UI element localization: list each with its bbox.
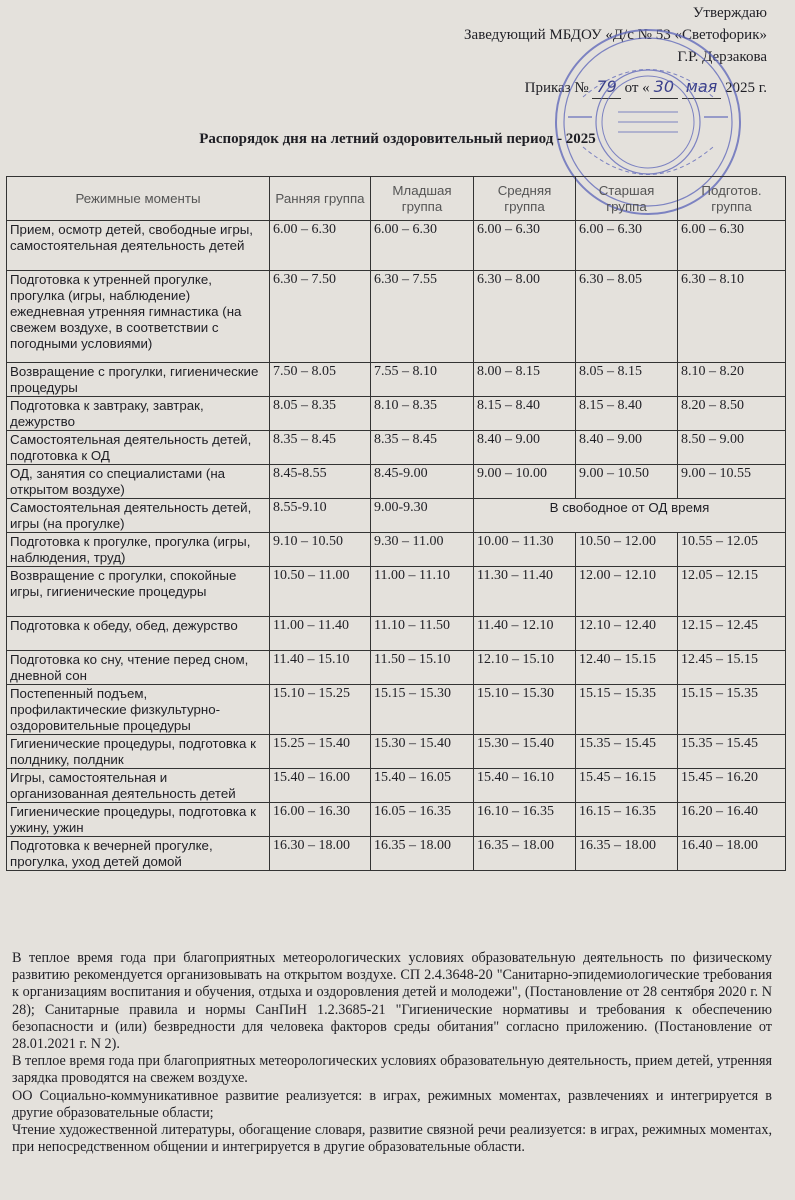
time-cell: 6.30 – 8.10 [678, 271, 786, 363]
time-cell: 9.00 – 10.55 [678, 465, 786, 499]
order-month: мая [682, 76, 722, 99]
time-cell: 8.10 – 8.35 [371, 397, 474, 431]
time-cell: 16.00 – 16.30 [270, 803, 371, 837]
time-cell: 16.35 – 18.00 [371, 837, 474, 871]
time-cell: 15.35 – 15.45 [678, 735, 786, 769]
table-row [7, 651, 786, 685]
time-cell: 15.30 – 15.40 [371, 735, 474, 769]
time-cell: 9.30 – 11.00 [371, 533, 474, 567]
time-cell: 15.10 – 15.30 [474, 685, 576, 735]
time-cell: 16.35 – 18.00 [576, 837, 678, 871]
time-cell: 16.30 – 18.00 [270, 837, 371, 871]
time-cell: 11.30 – 11.40 [474, 567, 576, 617]
activity-cell: Прием, осмотр детей, свободные игры, самостоятельная деятельность детей [7, 221, 270, 271]
note-paragraph: ОО Социально-коммуникативное развитие реализуется: в играх, режимных моментах, развлечениях и интегрируется в другие образовательные области; [12, 1087, 772, 1121]
table-row [7, 363, 786, 397]
time-cell: 8.40 – 9.00 [474, 431, 576, 465]
time-cell: 12.10 – 12.40 [576, 617, 678, 651]
approval-order-line [464, 76, 767, 99]
note-paragraph: В теплое время года при благоприятных метеорологических условиях образовательную деятельность, прием детей, утренняя зарядка проводятся на свежем воздухе. [12, 1053, 772, 1087]
activity-cell: Самостоятельная деятельность детей, игры (на прогулке) [7, 499, 270, 533]
time-cell: 11.10 – 11.50 [371, 617, 474, 651]
time-cell: 15.10 – 15.25 [270, 685, 371, 735]
time-cell: 8.45-9.00 [371, 465, 474, 499]
time-cell: 12.15 – 12.45 [678, 617, 786, 651]
time-cell: 15.35 – 15.45 [576, 735, 678, 769]
time-cell: 16.05 – 16.35 [371, 803, 474, 837]
time-cell: 8.15 – 8.40 [576, 397, 678, 431]
time-cell: 6.00 – 6.30 [576, 221, 678, 271]
time-cell: 7.55 – 8.10 [371, 363, 474, 397]
approval-position: Заведующий МБДОУ «Д/с № 53 «Светофорик» [464, 27, 767, 43]
time-cell: 8.35 – 8.45 [371, 431, 474, 465]
time-cell: 12.40 – 15.15 [576, 651, 678, 685]
header-early-group: Ранняя группа [270, 177, 371, 221]
time-cell: 15.15 – 15.30 [371, 685, 474, 735]
time-cell: 8.20 – 8.50 [678, 397, 786, 431]
table-row [7, 397, 786, 431]
time-cell: 10.50 – 12.00 [576, 533, 678, 567]
time-cell: 9.10 – 10.50 [270, 533, 371, 567]
time-cell: 11.00 – 11.40 [270, 617, 371, 651]
time-cell: 16.10 – 16.35 [474, 803, 576, 837]
table-row [7, 221, 786, 271]
time-cell: 16.20 – 16.40 [678, 803, 786, 837]
table-row [7, 837, 786, 871]
time-cell: 12.05 – 12.15 [678, 567, 786, 617]
time-cell: 6.00 – 6.30 [270, 221, 371, 271]
table-row [7, 567, 786, 617]
time-cell: 8.45-8.55 [270, 465, 371, 499]
table-row [7, 271, 786, 363]
time-cell: 15.15 – 15.35 [576, 685, 678, 735]
activity-cell: Подготовка к завтраку, завтрак, дежурство [7, 397, 270, 431]
time-cell: 6.00 – 6.30 [474, 221, 576, 271]
time-cell: 15.15 – 15.35 [678, 685, 786, 735]
time-cell: 15.40 – 16.05 [371, 769, 474, 803]
time-cell: 11.50 – 15.10 [371, 651, 474, 685]
schedule-table [6, 176, 786, 871]
activity-cell: Подготовка ко сну, чтение перед сном, дневной сон [7, 651, 270, 685]
notes-section [12, 950, 772, 1156]
activity-cell: Возвращение с прогулки, гигиенические процедуры [7, 363, 270, 397]
time-cell: 10.00 – 11.30 [474, 533, 576, 567]
time-cell: 6.30 – 7.50 [270, 271, 371, 363]
header-prep-group: Подготов. группа [678, 177, 786, 221]
time-cell: 8.55-9.10 [270, 499, 371, 533]
time-cell: 15.45 – 16.15 [576, 769, 678, 803]
time-cell: 8.00 – 8.15 [474, 363, 576, 397]
header-middle-group: Средняя группа [474, 177, 576, 221]
time-cell: 8.05 – 8.15 [576, 363, 678, 397]
activity-cell: Возвращение с прогулки, спокойные игры, гигиенические процедуры [7, 567, 270, 617]
approval-block [464, 2, 767, 99]
table-row [7, 769, 786, 803]
time-cell: 15.40 – 16.00 [270, 769, 371, 803]
activity-cell: Подготовка к утренней прогулке, прогулка (игры, наблюдение) ежедневная утренняя гимнастика (на свежем воздухе, в соответствии с погодными условиями) [7, 271, 270, 363]
table-row [7, 465, 786, 499]
time-cell: 16.15 – 16.35 [576, 803, 678, 837]
time-cell: 11.40 – 12.10 [474, 617, 576, 651]
time-cell: 16.40 – 18.00 [678, 837, 786, 871]
time-cell: 10.55 – 12.05 [678, 533, 786, 567]
time-cell: 8.40 – 9.00 [576, 431, 678, 465]
activity-cell: Самостоятельная деятельность детей, подготовка к ОД [7, 431, 270, 465]
time-cell: 6.30 – 7.55 [371, 271, 474, 363]
note-paragraph: В теплое время года при благоприятных метеорологических условиях образовательную деятельность по физическому развитию рекомендуется организовывать на открытом воздухе. СП 2.4.3648-20 "Санитарно-эпидемиологические требования к организациям воспитания и обучения, отдыха и оздоровления детей и молодежи", (Постановление от 28 сентября 2020 г. N 28); Санитарные правила и нормы СанПиН 1.2.3685-21 "Гигиенические нормативы и требования к обеспечению безопасности и (или) безвредности для человека факторов среды обитания" согласно приложению. (Постановление от 28.01.2021 г. N 2). [12, 950, 772, 1053]
time-cell: 7.50 – 8.05 [270, 363, 371, 397]
header-senior-group: Старшая группа [576, 177, 678, 221]
note-paragraph: Чтение художественной литературы, обогащение словаря, развитие связной речи реализуется: в играх, режимных моментах, при непосредственном общении и интегрируется в другие образовательные области. [12, 1122, 772, 1156]
activity-cell: ОД, занятия со специалистами (на открытом воздухе) [7, 465, 270, 499]
time-cell: 6.00 – 6.30 [678, 221, 786, 271]
order-year: 2025 г. [725, 80, 767, 96]
activity-cell: Подготовка к вечерней прогулке, прогулка, уход детей домой [7, 837, 270, 871]
time-cell: 15.40 – 16.10 [474, 769, 576, 803]
table-row [7, 431, 786, 465]
table-row [7, 499, 786, 533]
order-day: 30 [650, 76, 678, 99]
time-cell: 8.35 – 8.45 [270, 431, 371, 465]
time-cell: 10.50 – 11.00 [270, 567, 371, 617]
activity-cell: Гигиенические процедуры, подготовка к полднику, полдник [7, 735, 270, 769]
time-cell: 12.10 – 15.10 [474, 651, 576, 685]
time-cell: 9.00-9.30 [371, 499, 474, 533]
time-cell: 15.30 – 15.40 [474, 735, 576, 769]
table-row [7, 735, 786, 769]
table-row [7, 533, 786, 567]
order-from: от « [624, 80, 650, 96]
activity-cell: Подготовка к обеду, обед, дежурство [7, 617, 270, 651]
merged-time-cell: В свободное от ОД время [474, 499, 786, 533]
time-cell: 9.00 – 10.00 [474, 465, 576, 499]
time-cell: 8.15 – 8.40 [474, 397, 576, 431]
time-cell: 8.50 – 9.00 [678, 431, 786, 465]
activity-cell: Подготовка к прогулке, прогулка (игры, наблюдения, труд) [7, 533, 270, 567]
table-row [7, 803, 786, 837]
table-row [7, 685, 786, 735]
table-header-row [7, 177, 786, 221]
time-cell: 16.35 – 18.00 [474, 837, 576, 871]
time-cell: 15.25 – 15.40 [270, 735, 371, 769]
time-cell: 6.00 – 6.30 [371, 221, 474, 271]
activity-cell: Гигиенические процедуры, подготовка к ужину, ужин [7, 803, 270, 837]
time-cell: 6.30 – 8.05 [576, 271, 678, 363]
order-prefix: Приказ № [524, 80, 589, 96]
time-cell: 11.40 – 15.10 [270, 651, 371, 685]
time-cell: 9.00 – 10.50 [576, 465, 678, 499]
header-activity: Режимные моменты [7, 177, 270, 221]
header-junior-group: Младшая группа [371, 177, 474, 221]
time-cell: 8.05 – 8.35 [270, 397, 371, 431]
order-number: 79 [592, 76, 620, 99]
time-cell: 12.00 – 12.10 [576, 567, 678, 617]
page-title: Распорядок дня на летний оздоровительный период - 2025 [199, 131, 596, 147]
table-row [7, 617, 786, 651]
activity-cell: Игры, самостоятельная и организованная деятельность детей [7, 769, 270, 803]
time-cell: 15.45 – 16.20 [678, 769, 786, 803]
approval-signer: Г.Р. Дерзакова [677, 49, 767, 65]
time-cell: 6.30 – 8.00 [474, 271, 576, 363]
activity-cell: Постепенный подъем, профилактические физкультурно-оздоровительные процедуры [7, 685, 270, 735]
time-cell: 12.45 – 15.15 [678, 651, 786, 685]
approval-heading: Утверждаю [692, 5, 767, 21]
time-cell: 11.00 – 11.10 [371, 567, 474, 617]
time-cell: 8.10 – 8.20 [678, 363, 786, 397]
